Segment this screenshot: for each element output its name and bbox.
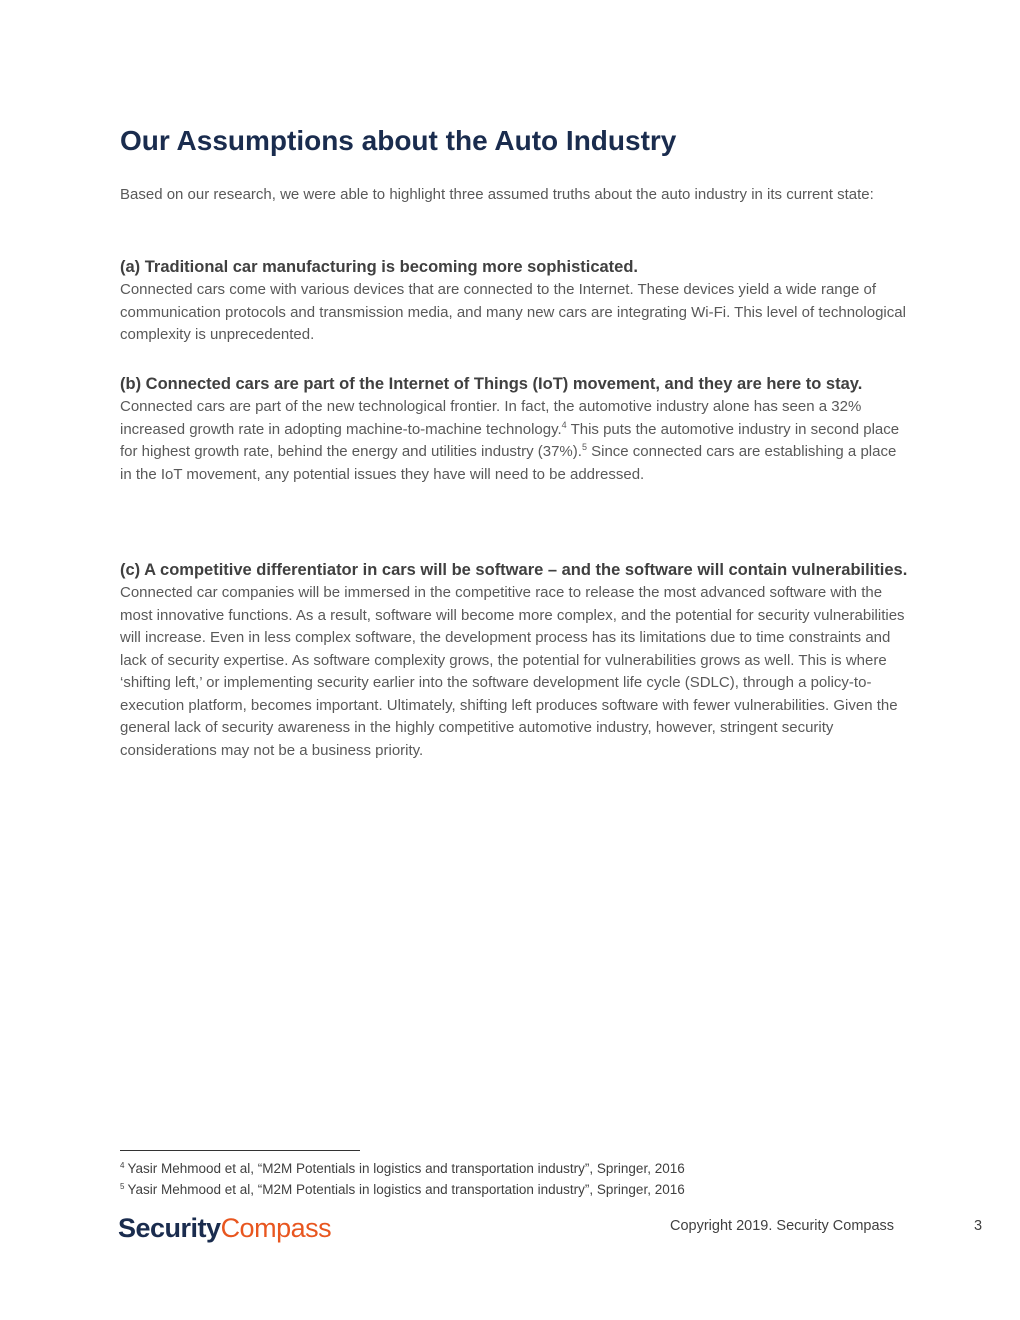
section-a-body: Connected cars come with various devices that are connected to the Internet. These devices yield a wide range of communication protocols and transmission media, and many new cars are integrating Wi-Fi. This level of technological complexity is unprecedented. — [120, 281, 906, 343]
page-number: 3 — [974, 1218, 983, 1234]
section-c — [120, 558, 910, 762]
footnote-ref-4[interactable]: 4 — [561, 419, 567, 430]
section-c-body: Connected car companies will be immersed in the competitive race to release the most advanced software with the most innovative functions. As a result, software will become more complex, and the potential for security vulnerabilities will increase. Even in less complex software, the development process has its limitations due to time constraints and lack of security expertise. As software complexity grows, the potential for vulnerabilities grows as well. This is where ‘shifting left,’ or implementing security earlier into the software development life cycle (SDLC), through a policy-to-execution platform, becomes important. Ultimately, shifting left produces software with fewer vulnerabilities. Given the general lack of security awareness in the highly competitive automotive industry, however, stringent security considerations may not be a business priority. — [120, 584, 905, 759]
section-b-body-part3: Since connected cars are establishing a place in the IoT movement, any potential issues they have will need to be addressed. — [120, 443, 897, 483]
section-c-heading: (c) A competitive differentiator in cars will be software – and the software will contain vulnerabilities. — [120, 561, 908, 579]
section-b-body-part2: This puts the automotive industry in second place for highest growth rate, behind the energy and utilities industry (37%). — [120, 420, 900, 460]
footnote-5-text: Yasir Mehmood et al, “M2M Potentials in logistics and transportation industry”, Springer, 2016 — [127, 1182, 685, 1197]
section-b-body — [120, 396, 910, 486]
footnote-4-text: Yasir Mehmood et al, “M2M Potentials in logistics and transportation industry”, Springer, 2016 — [127, 1161, 685, 1176]
footnote-4 — [120, 1159, 685, 1179]
footnote-5-number: 5 — [120, 1182, 125, 1191]
footnote-divider — [120, 1150, 360, 1151]
logo-word-security: Security — [118, 1213, 221, 1243]
security-compass-logo — [118, 1208, 331, 1248]
intro-paragraph: Based on our research, we were able to highlight three assumed truths about the auto industry in its current state: — [120, 186, 874, 203]
footnote-ref-5[interactable]: 5 — [581, 442, 587, 452]
section-b — [120, 372, 910, 486]
section-a-heading: (a) Traditional car manufacturing is becoming more sophisticated. — [120, 258, 639, 276]
section-b-body-part1: Connected cars are part of the new technological frontier. In fact, the automotive industry alone has seen a 32% increased growth rate in adopting machine-to-machine technology. — [120, 398, 862, 438]
footnote-5 — [120, 1180, 685, 1200]
logo-word-compass: Compass — [220, 1213, 332, 1243]
section-a — [120, 255, 910, 347]
footer-copyright: Copyright 2019. Security Compass — [670, 1218, 895, 1234]
section-b-heading: (b) Connected cars are part of the Internet of Things (IoT) movement, and they are here to stay. — [120, 375, 863, 393]
footnote-4-number: 4 — [120, 1161, 125, 1170]
page-title: Our Assumptions about the Auto Industry — [120, 125, 677, 156]
